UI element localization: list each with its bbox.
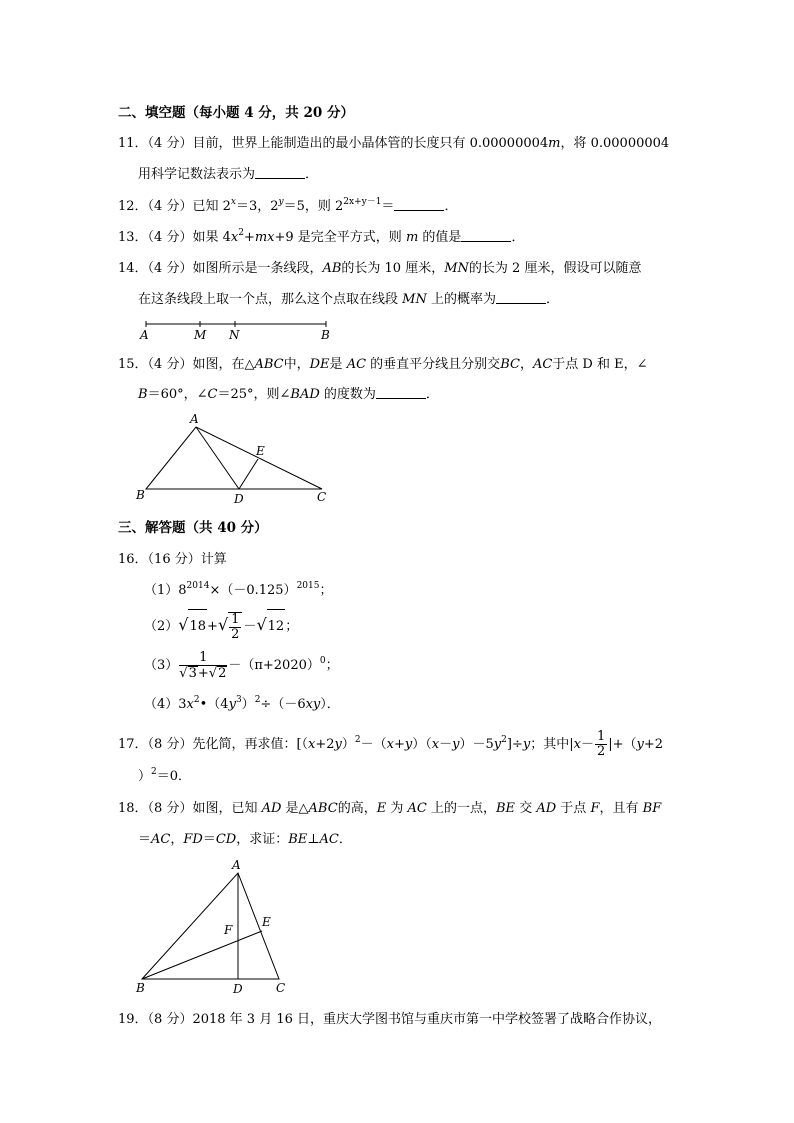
- question-15-line1: 15．（4 分）如图，在△ABC中，DE是 AC 的垂直平分线且分别交BC，AC于点 D 和 E，∠: [118, 357, 648, 372]
- answer-blank: [394, 198, 444, 211]
- triangle-figure-15: [134, 410, 334, 506]
- vertex-c-label: C: [317, 490, 327, 504]
- point-e-label: E: [262, 915, 271, 929]
- vertex-c-label: C: [276, 981, 286, 995]
- question-18-line2: ＝AC，FD＝CD，求证：BE⊥AC．: [138, 832, 352, 847]
- point-e-label: E: [256, 444, 265, 458]
- point-b-label: B: [321, 328, 330, 342]
- answer-blank: [376, 386, 426, 399]
- point-f-label: F: [224, 923, 233, 937]
- vertex-a-label: A: [190, 412, 199, 426]
- question-14-line1: 14．（4 分）如图所示是一条线段，AB的长为 10 厘米，MN的长为 2 厘米，假设可以随意: [118, 261, 642, 276]
- question-16-part1: $(1)8^{2014}\times(-0.125)^{2015}$；: [144, 581, 333, 598]
- point-m-label: M: [194, 328, 207, 342]
- answer-blank: [255, 166, 305, 179]
- point-n-label: N: [229, 328, 240, 342]
- section-3-title: 三、解答题（共 40 分）: [118, 520, 268, 536]
- question-13: 13．（4 分）如果 $4x^2+mx+9$ 是完全平方式，则 m 的值是 ．: [118, 228, 525, 245]
- question-17-line1: 17．（8 分）先化简，再求值：$[(x+2y)^2-(x+y)(x-y)-5y^2]\div y$；其中|x－ $\frac{1}{2}$ |+（y+2: [118, 729, 664, 759]
- vertex-a-label: A: [232, 858, 241, 872]
- question-11-line2: 用科学记数法表示为 ．: [138, 167, 319, 182]
- question-11-line1: 11．（4 分）目前，世界上能制造出的最小晶体管的长度只有 0.00000004m，将 0.00000004: [118, 136, 670, 151]
- question-16-part2: （2）√18+√ $\frac{1}{2}$ －√12；: [144, 608, 298, 644]
- segment-figure: [136, 316, 336, 342]
- question-15-line2: B＝60°，∠C＝25°，则∠BAD 的度数为 ．: [138, 387, 439, 402]
- question-16-head: 16．（16 分）计算: [118, 552, 227, 567]
- question-18-line1: 18．（8 分）如图，已知 AD 是△ABC的高，E 为 AC 上的一点，BE 交 AD 于点 F，且有 BF: [118, 801, 662, 816]
- vertex-b-label: B: [136, 981, 145, 995]
- answer-blank: [496, 291, 546, 304]
- triangle-figure-18: [134, 856, 294, 996]
- question-12: 12．（4 分）已知 $2^x=3$，$2^y=5$，则 $2^{2x+y-1}=$ ．: [118, 197, 458, 214]
- section-2-title: 二、填空题（每小题 4 分，共 20 分）: [118, 105, 354, 121]
- point-a-label: A: [140, 328, 149, 342]
- answer-blank: [461, 229, 511, 242]
- vertex-b-label: B: [136, 488, 145, 502]
- question-17-line2: ）$^2$＝0．: [138, 767, 192, 784]
- question-16-part3: （3） $\frac{1}{√3+√2}$ $-(\pi+2020)^0$；: [144, 649, 339, 681]
- point-d-label: D: [234, 492, 244, 506]
- point-d-label: D: [233, 982, 243, 996]
- question-16-part4: $(4)3x^2•(4y^3)^2\div(-6xy)$．: [144, 695, 340, 712]
- question-14-line2: 在这条线段上取一个点，那么这个点取在线段 MN 上的概率为 ．: [138, 292, 560, 307]
- question-19: 19．（8 分）2018 年 3 月 16 日，重庆大学图书馆与重庆市第一中学校签署了战略合作协议，: [118, 1012, 662, 1027]
